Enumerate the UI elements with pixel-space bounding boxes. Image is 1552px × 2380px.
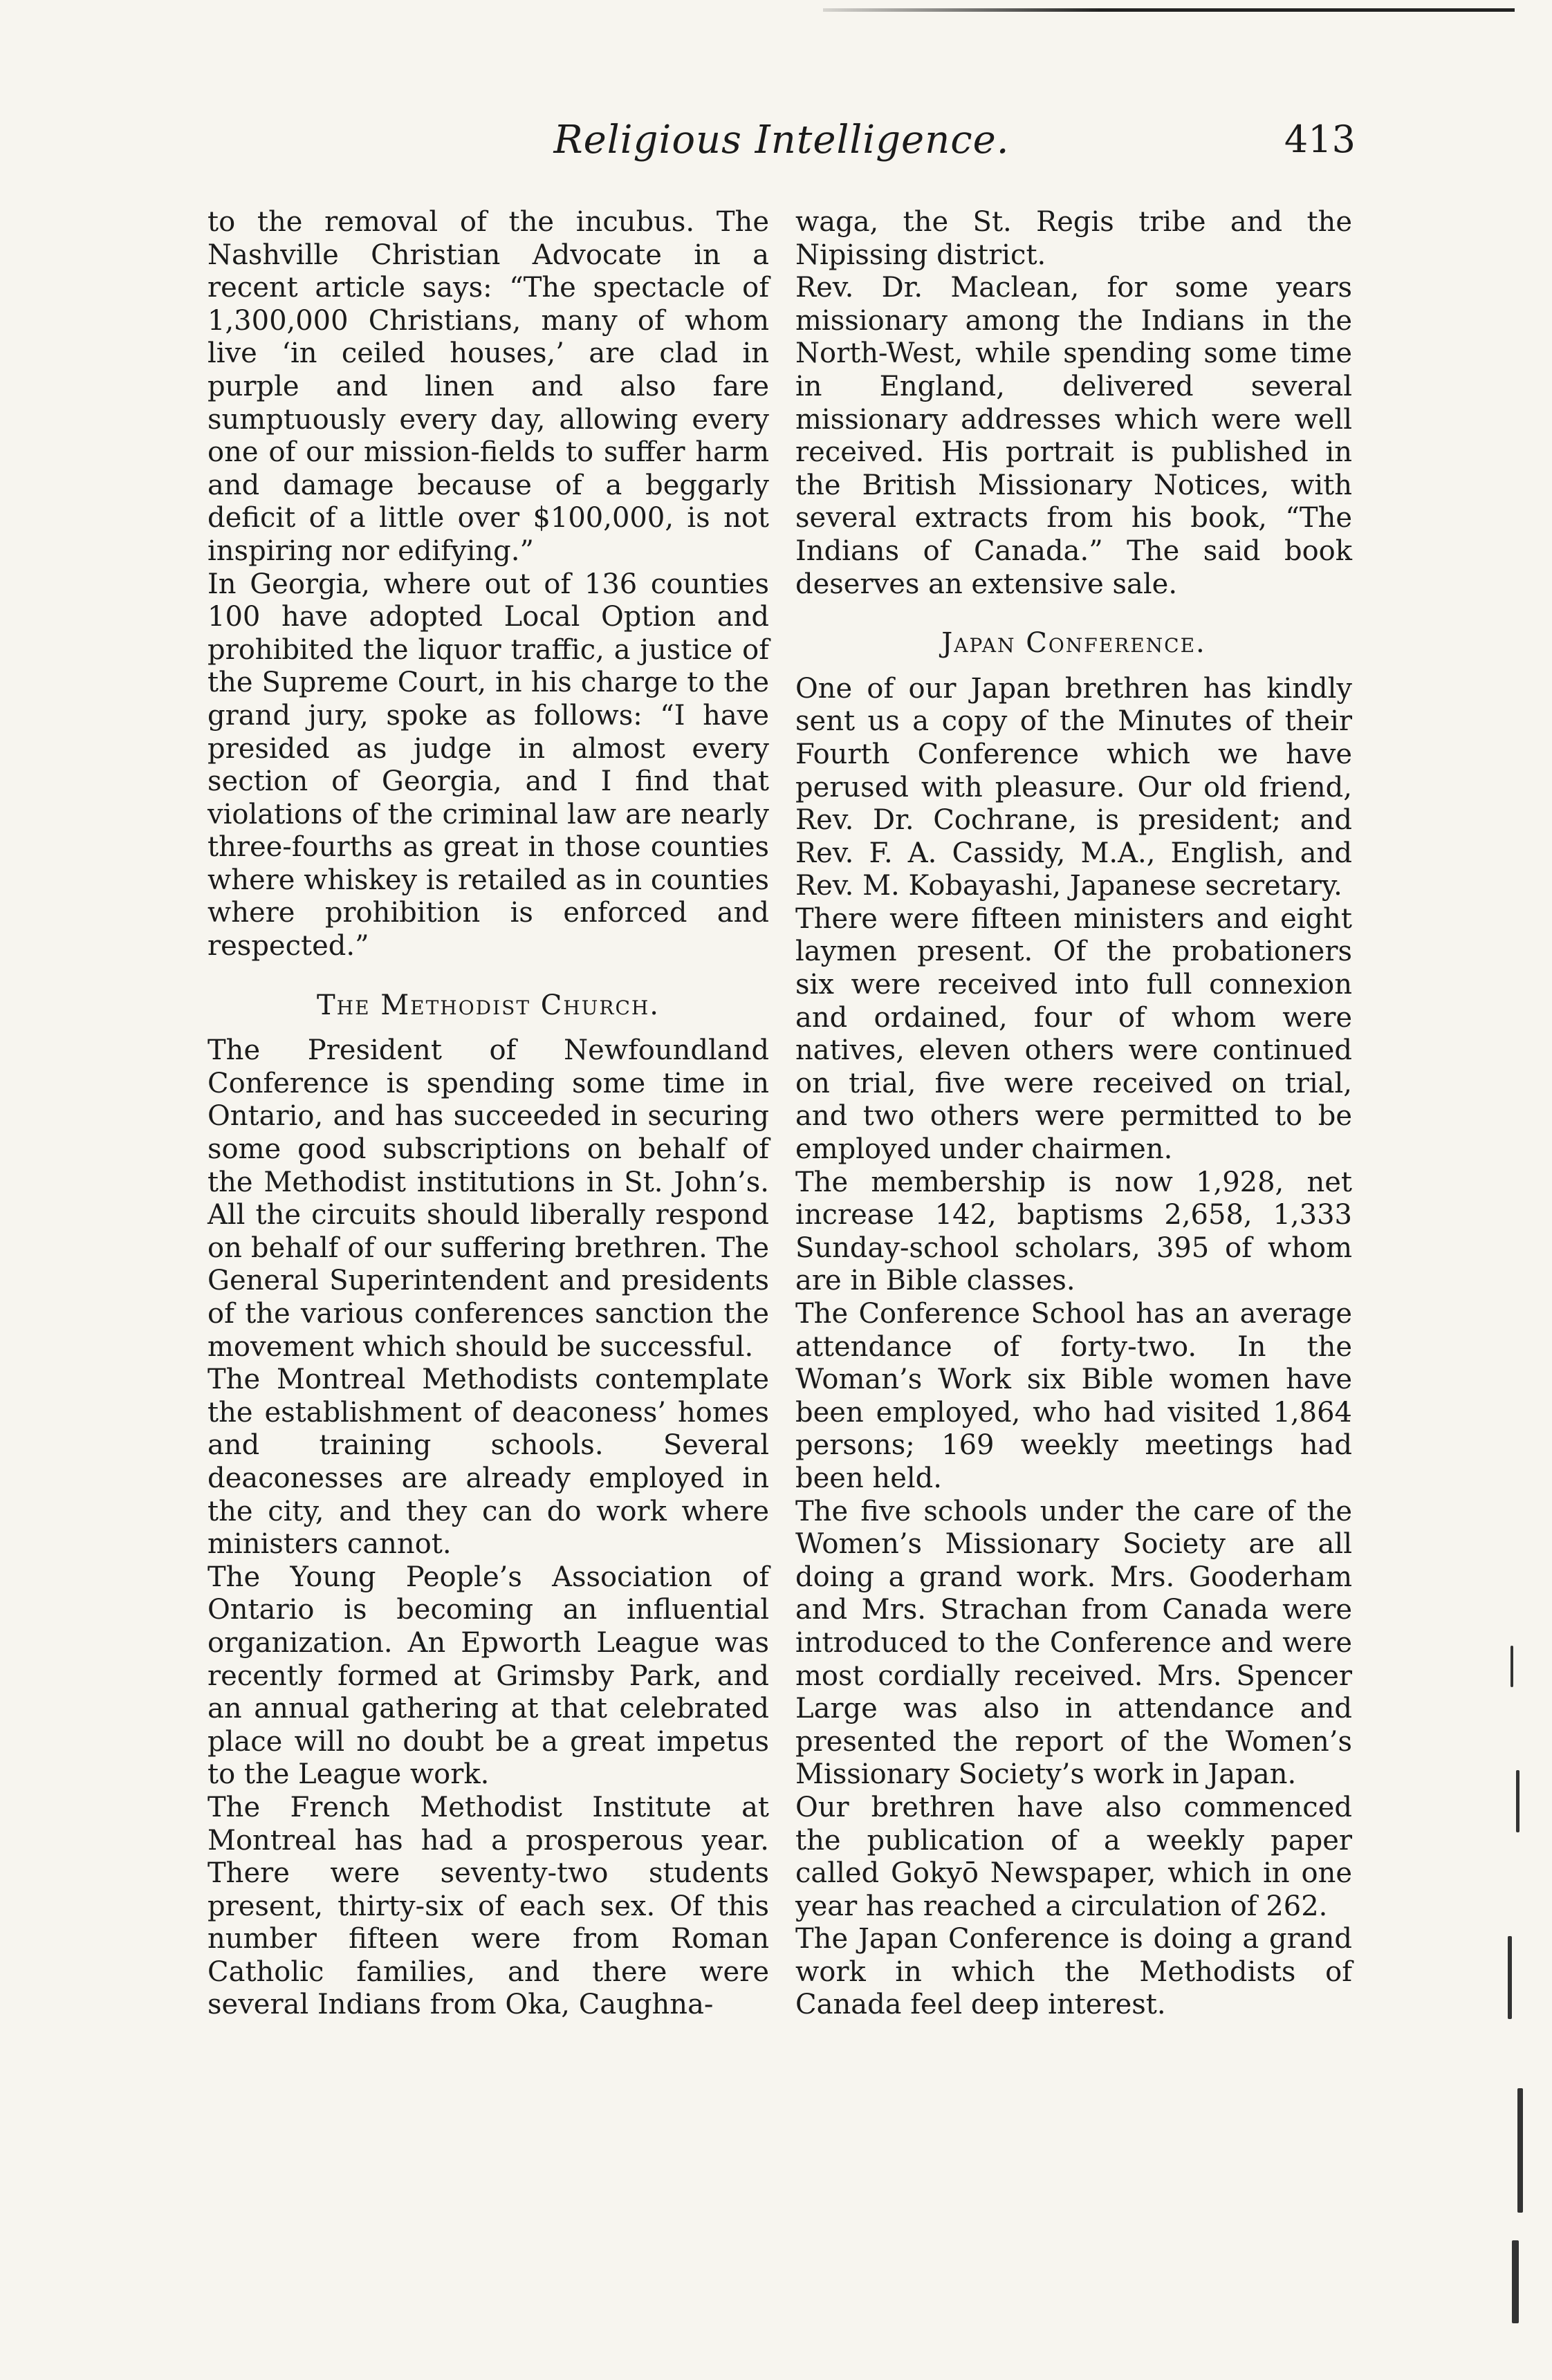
paragraph: The Japan Conference is doing a grand work in which the Methodists of Canada feel deep interest. (795, 1923, 1352, 2021)
paragraph: The membership is now 1,928, net increase 142, baptisms 2,658, 1,333 Sunday-school scholars, 395 of whom are in Bible classes. (795, 1166, 1352, 1297)
paragraph: to the removal of the incubus. The Nashville Christian Advocate in a recent article says: “The spectacle of 1,300,000 Christians, many of whom live ‘in ceiled houses,’ are clad in purple and linen and also fare sumptuously every day, allowing every one of our mission-fields to suffer harm and damage because of a beggarly deficit of a little over $100,000, is not inspiring nor edifying.” (207, 206, 769, 567)
top-rule (823, 8, 1515, 12)
paragraph: The French Methodist Institute at Montreal has had a prosperous year. There were seventy-two students present, thirty-six of each sex. Of this number fifteen were from Roman Catholic families, and there were several Indians from Oka, Caughna- (207, 1791, 769, 2021)
section-heading: Japan Conference. (941, 627, 1206, 660)
running-header (207, 118, 1356, 173)
paragraph: One of our Japan brethren has kindly sent us a copy of the Minutes of their Fourth Conference which we have perused with pleasure. Our old friend, Rev. Dr. Cochrane, is president; and Rev. F. A. Cassidy, M.A., English, and Rev. M. Kobayashi, Japanese secretary. (795, 672, 1352, 902)
paragraph: The President of Newfoundland Conference is spending some time in Ontario, and has succeeded in securing some good subscriptions on behalf of the Methodist institutions in St. John’s. All the circuits should liberally respond on behalf of our suffering brethren. The General Superintendent and presidents of the various conferences sanction the movement which should be successful. (207, 1034, 769, 1363)
paragraph: The Young People’s Association of Ontario is becoming an influential organization. An Epworth League was recently formed at Grimsby Park, and an annual gathering at that celebrated place will no doubt be a great impetus to the League work. (207, 1561, 769, 1791)
paragraph: The five schools under the care of the Women’s Missionary Society are all doing a grand work. Mrs. Gooderham and Mrs. Strachan from Canada were introduced to the Conference and were most cordially received. Mrs. Spencer Large was also in attendance and presented the report of the Women’s Missionary Society’s work in Japan. (795, 1495, 1352, 1791)
paragraph: waga, the St. Regis tribe and the Nipissing district. (795, 206, 1352, 271)
paragraph: Our brethren have also commenced the publication of a weekly paper called Gokyō Newspaper, which in one year has reached a circulation of 262. (795, 1791, 1352, 1922)
margin-specks (1504, 1646, 1531, 2337)
section-heading: The Methodist Church. (316, 989, 660, 1021)
running-title: Religious Intelligence. (553, 118, 1010, 162)
paragraph: In Georgia, where out of 136 counties 100 have adopted Local Option and prohibited the liquor traffic, a justice of the Supreme Court, in his charge to the grand jury, spoke as follows: “I have presided as judge in almost every section of Georgia, and I find that violations of the criminal law are nearly three-fourths as great in those counties where whiskey is retailed as in counties where prohibition is enforced and respected.” (207, 568, 769, 963)
paragraph: The Conference School has an average attendance of forty-two. In the Woman’s Work six Bible women have been employed, who had visited 1,864 persons; 169 weekly meetings had been held. (795, 1298, 1352, 1494)
paragraph: Rev. Dr. Maclean, for some years missionary among the Indians in the North-West, while spending some time in England, delivered several missionary addresses which were well received. His portrait is published in the British Missionary Notices, with several extracts from his book, “The Indians of Canada.” The said book deserves an extensive sale. (795, 272, 1352, 600)
right-column (795, 206, 1352, 2022)
paragraph: There were fifteen ministers and eight laymen present. Of the probationers six were received into full connexion and ordained, four of whom were natives, eleven others were continued on trial, five were received on trial, and two others were permitted to be employed under chairmen. (795, 902, 1352, 1166)
page-number: 413 (1284, 118, 1356, 161)
left-column (207, 206, 769, 2022)
paragraph: The Montreal Methodists contemplate the establishment of deaconess’ homes and training schools. Several deaconesses are already employed in the city, and they can do work where ministers cannot. (207, 1364, 769, 1561)
